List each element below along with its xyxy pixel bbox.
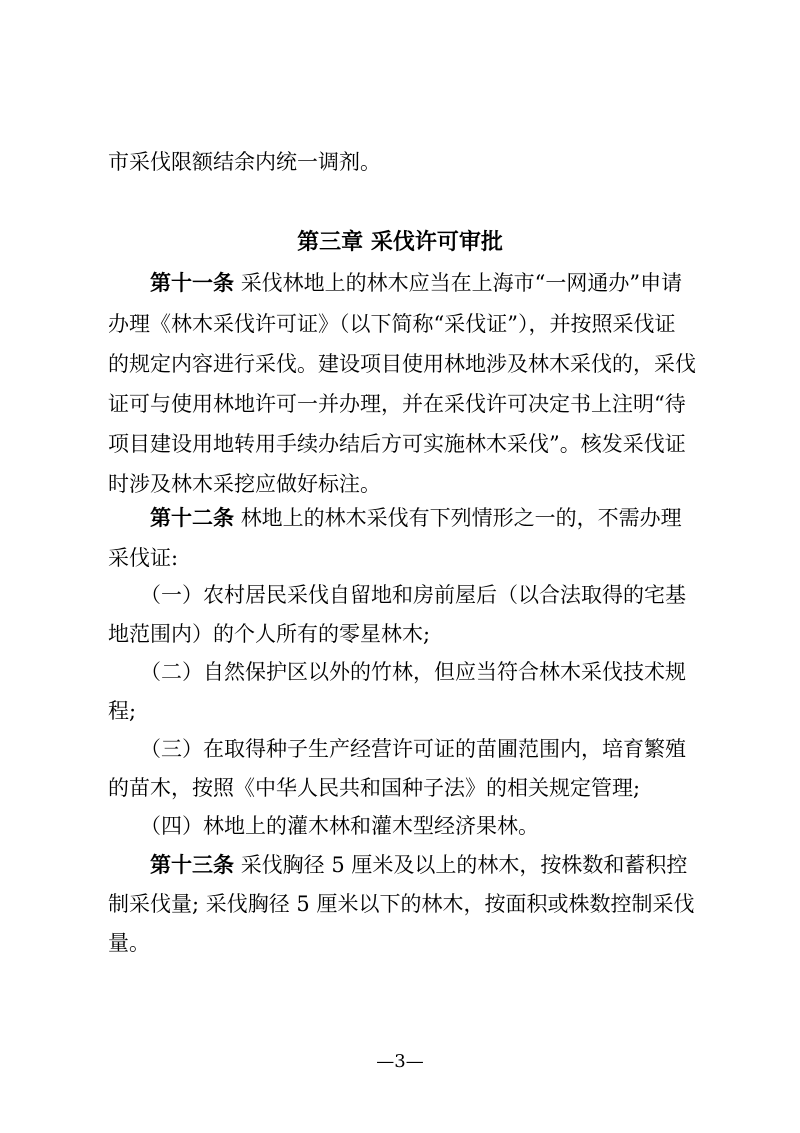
article-11-line-2: 办理《林木采伐许可证》（以下简称“采伐证”），并按照采伐证 [108,312,676,336]
article-12-first-line [150,503,682,533]
article-12-item-4-line-1: （四）林地上的灌木林和灌木型经济果林。 [140,814,539,838]
article-11-line-3: 的规定内容进行采伐。建设项目使用林地涉及林木采伐的，采伐 [108,352,696,376]
article-12-item-2-line-2: 程; [108,699,137,723]
article-13-first-line [150,850,687,880]
article-12-text: 林地上的林木采伐有下列情形之一的，不需办理 [240,506,682,530]
page-number: —3— [376,1051,424,1072]
chapter-title: 第三章 采伐许可审批 [297,230,503,255]
article-12-item-3-line-1: （三）在取得种子生产经营许可证的苗圃范围内，培育繁殖 [140,737,686,761]
article-11-line-5: 项目建设用地转用手续办结后方可实施林木采伐”。核发采伐证 [108,432,686,456]
article-13-text: 采伐胸径 5 厘米及以上的林木，按株数和蓄积控 [240,853,688,877]
article-12-item-1-line-2: 地范围内）的个人所有的零星林木; [108,622,431,646]
article-13-line-2: 制采伐量; 采伐胸径 5 厘米以下的林木，按面积或株数控制采伐 [108,892,695,916]
article-11-first-line [150,268,682,298]
article-13-label: 第十三条 [150,853,234,877]
article-12-item-1-line-1: （一）农村居民采伐自留地和房前屋后（以合法取得的宅基 [140,583,686,607]
article-12-label: 第十二条 [150,506,234,530]
article-13-line-3: 量。 [108,931,150,955]
intro-line: 市采伐限额结余内统一调剂。 [108,150,381,174]
article-12-item-2-line-1: （二）自然保护区以外的竹林，但应当符合林木采伐技术规 [140,660,686,684]
article-12-line-2: 采伐证: [108,546,179,570]
article-12-item-3-line-2: 的苗木，按照《中华人民共和国种子法》的相关规定管理; [108,776,641,800]
article-11-label: 第十一条 [150,271,234,295]
article-11-text: 采伐林地上的林木应当在上海市“一网通办”申请 [240,271,683,295]
article-11-line-6: 时涉及林木采挖应做好标注。 [108,472,381,496]
article-11-line-4: 证可与使用林地许可一并办理，并在采伐许可决定书上注明“待 [108,392,686,416]
